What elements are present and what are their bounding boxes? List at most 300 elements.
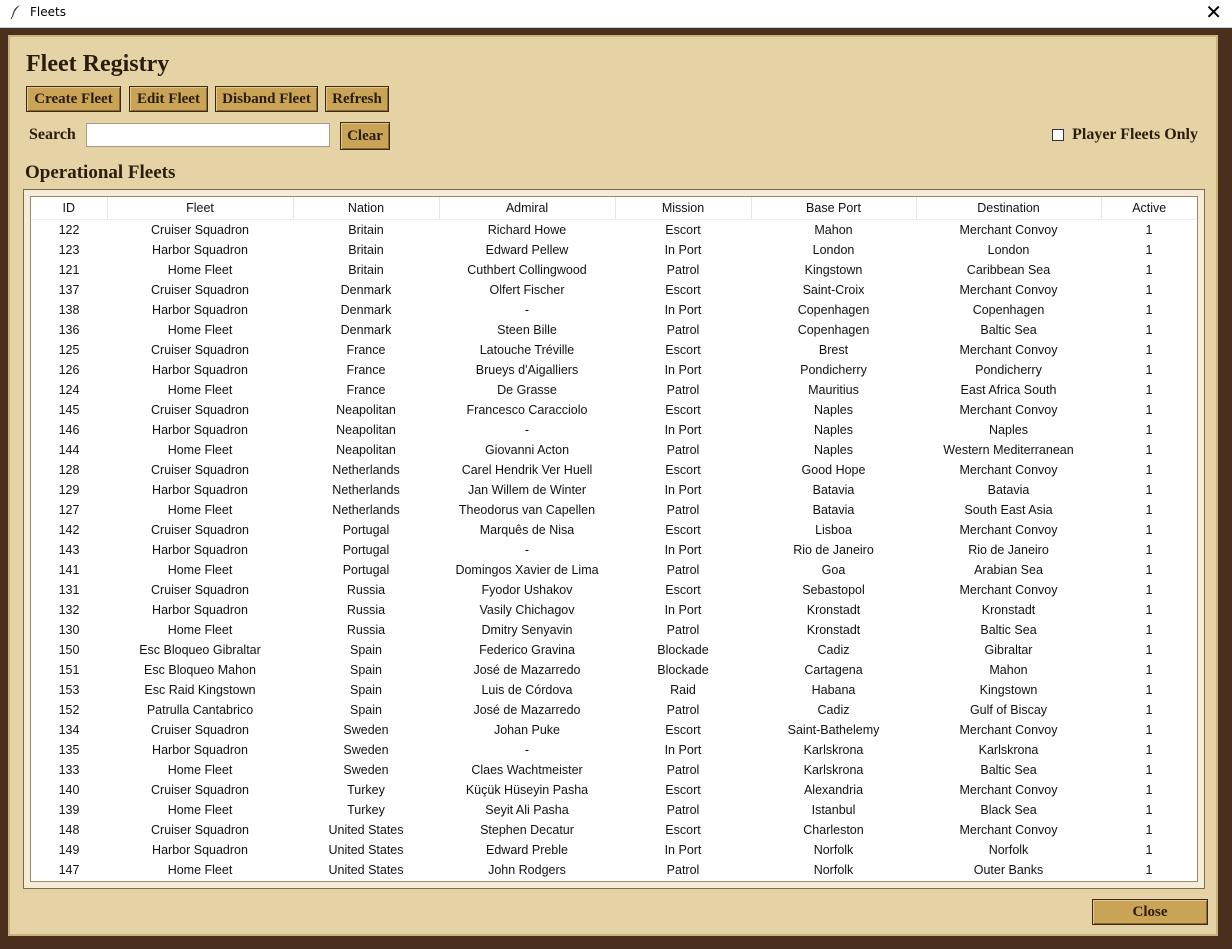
- table-cell: Patrol: [666, 803, 700, 817]
- table-row[interactable]: [31, 660, 1197, 680]
- table-cell: Patrol: [666, 563, 700, 577]
- table-cell: Cadiz: [817, 643, 850, 657]
- table-cell: Merchant Convoy: [959, 523, 1058, 537]
- table-row[interactable]: [31, 460, 1197, 480]
- table-cell: East Africa South: [960, 383, 1057, 397]
- table-cell: Sweden: [343, 723, 389, 737]
- table-cell: Merchant Convoy: [959, 783, 1058, 797]
- table-cell: Naples: [814, 443, 853, 457]
- search-input[interactable]: [86, 123, 330, 147]
- table-cell: In Port: [664, 303, 702, 317]
- table-row[interactable]: [31, 620, 1197, 640]
- table-cell: Norfolk: [988, 843, 1029, 857]
- fleets-dialog: [8, 35, 1218, 936]
- table-cell: 139: [58, 803, 80, 817]
- table-cell: Spain: [350, 663, 382, 677]
- table-row[interactable]: [31, 560, 1197, 580]
- table-cell: Neapolitan: [336, 423, 396, 437]
- table-cell: 1: [1145, 343, 1153, 357]
- table-cell: Brest: [818, 343, 849, 357]
- table-cell: Brueys d'Aigalliers: [475, 363, 579, 377]
- table-row[interactable]: [31, 400, 1197, 420]
- table-cell: Britain: [348, 223, 384, 237]
- table-cell: 1: [1145, 703, 1153, 717]
- table-cell: De Grasse: [497, 383, 557, 397]
- table-cell: France: [346, 383, 386, 397]
- table-cell: Sweden: [343, 743, 389, 757]
- table-cell: Istanbul: [811, 803, 856, 817]
- table-cell: Merchant Convoy: [959, 723, 1058, 737]
- table-cell: Blockade: [657, 643, 709, 657]
- table-cell: Escort: [665, 523, 701, 537]
- table-cell: 1: [1145, 603, 1153, 617]
- create-fleet-button[interactable]: Create Fleet: [26, 86, 121, 112]
- table-cell: Mahon: [989, 663, 1028, 677]
- table-cell: In Port: [664, 483, 702, 497]
- table-cell: 126: [58, 363, 80, 377]
- table-cell: Seyit Ali Pasha: [485, 803, 569, 817]
- window-close-icon[interactable]: ✕: [1205, 0, 1222, 24]
- table-cell: Cruiser Squadron: [151, 223, 249, 237]
- table-cell: Patrol: [666, 863, 700, 877]
- table-cell: 133: [58, 763, 80, 777]
- window-title: Fleets: [30, 5, 66, 19]
- table-cell: Claes Wachtmeister: [471, 763, 583, 777]
- table-cell: 1: [1145, 223, 1153, 237]
- table-cell: Patrol: [666, 623, 700, 637]
- table-cell: Escort: [665, 463, 701, 477]
- table-cell: Home Fleet: [167, 803, 233, 817]
- table-cell: 137: [58, 283, 80, 297]
- table-cell: Gibraltar: [984, 643, 1033, 657]
- table-cell: Escort: [665, 783, 701, 797]
- table-cell: Home Fleet: [167, 623, 233, 637]
- table-cell: 124: [58, 383, 80, 397]
- table-cell: Russia: [346, 583, 386, 597]
- table-cell: Olfert Fischer: [489, 283, 565, 297]
- table-cell: Britain: [348, 263, 384, 277]
- table-cell: Raid: [670, 683, 696, 697]
- table-cell: Neapolitan: [336, 403, 396, 417]
- table-cell: Federico Gravina: [479, 643, 575, 657]
- table-cell: Escort: [665, 223, 701, 237]
- table-cell: Cadiz: [817, 703, 850, 717]
- table-cell: Cruiser Squadron: [151, 723, 249, 737]
- table-cell: London: [987, 243, 1030, 257]
- table-cell: Mahon: [814, 223, 853, 237]
- table-cell: Rio de Janeiro: [793, 543, 874, 557]
- table-cell: Cruiser Squadron: [151, 463, 249, 477]
- table-cell: In Port: [664, 243, 702, 257]
- table-row[interactable]: [31, 700, 1197, 720]
- table-cell: 121: [58, 263, 80, 277]
- table-row[interactable]: [31, 340, 1197, 360]
- table-cell: Netherlands: [332, 483, 400, 497]
- table-cell: United States: [328, 823, 404, 837]
- table-cell: 138: [58, 303, 80, 317]
- disband-fleet-button[interactable]: Disband Fleet: [215, 86, 318, 112]
- column-header-nation[interactable]: Nation: [293, 197, 439, 220]
- table-cell: Arabian Sea: [974, 563, 1043, 577]
- column-header-base-port[interactable]: Base Port: [751, 197, 916, 220]
- table-cell: Dmitry Senyavin: [481, 623, 573, 637]
- table-cell: Steen Bille: [497, 323, 557, 337]
- table-cell: 129: [58, 483, 80, 497]
- table-cell: Kronstadt: [806, 603, 861, 617]
- table-cell: 134: [58, 723, 80, 737]
- table-cell: Patrol: [666, 383, 700, 397]
- table-cell: Alexandria: [803, 783, 864, 797]
- table-cell: Harbor Squadron: [152, 543, 248, 557]
- table-cell: Cuthbert Collingwood: [467, 263, 587, 277]
- table-cell: Baltic Sea: [980, 763, 1037, 777]
- table-cell: 1: [1145, 483, 1153, 497]
- window-titlebar: [0, 0, 1232, 28]
- table-cell: Kingstown: [804, 263, 863, 277]
- table-cell: Baltic Sea: [980, 623, 1037, 637]
- table-cell: Edward Pellew: [485, 243, 569, 257]
- table-cell: Denmark: [340, 303, 392, 317]
- table-cell: In Port: [664, 423, 702, 437]
- table-cell: London: [812, 243, 855, 257]
- table-body: [31, 220, 1197, 881]
- table-cell: Western Mediterranean: [943, 443, 1074, 457]
- table-cell: 1: [1145, 723, 1153, 737]
- table-cell: Spain: [350, 683, 382, 697]
- table-cell: Goa: [821, 563, 846, 577]
- table-cell: 148: [58, 823, 80, 837]
- table-cell: Merchant Convoy: [959, 283, 1058, 297]
- table-cell: 150: [58, 643, 80, 657]
- table-cell: Escort: [665, 283, 701, 297]
- table-cell: Escort: [665, 583, 701, 597]
- table-cell: Merchant Convoy: [959, 403, 1058, 417]
- column-header-active[interactable]: Active: [1101, 197, 1197, 220]
- table-cell: 1: [1145, 383, 1153, 397]
- table-row[interactable]: [31, 480, 1197, 500]
- table-cell: Escort: [665, 723, 701, 737]
- table-cell: Copenhagen: [797, 303, 870, 317]
- table-row[interactable]: [31, 380, 1197, 400]
- table-cell: In Port: [664, 743, 702, 757]
- table-cell: 131: [58, 583, 80, 597]
- table-cell: Cruiser Squadron: [151, 583, 249, 597]
- table-row[interactable]: [31, 740, 1197, 760]
- fleets-table-viewport[interactable]: [30, 196, 1198, 882]
- player-fleets-only-toggle[interactable]: [1052, 126, 1198, 144]
- table-cell: Norfolk: [813, 843, 854, 857]
- table-cell: Cruiser Squadron: [151, 523, 249, 537]
- table-cell: 1: [1145, 443, 1153, 457]
- table-cell: 127: [58, 503, 80, 517]
- table-cell: John Rodgers: [488, 863, 566, 877]
- table-cell: 141: [58, 563, 80, 577]
- table-cell: Küçük Hüseyin Pasha: [465, 783, 589, 797]
- table-cell: Theodorus van Capellen: [458, 503, 596, 517]
- table-cell: Kronstadt: [981, 603, 1036, 617]
- table-cell: 1: [1145, 523, 1153, 537]
- table-cell: 1: [1145, 623, 1153, 637]
- table-cell: Escort: [665, 343, 701, 357]
- table-row[interactable]: [31, 820, 1197, 840]
- table-cell: 1: [1145, 543, 1153, 557]
- table-cell: 1: [1145, 503, 1153, 517]
- table-cell: Marquês de Nisa: [479, 523, 575, 537]
- table-cell: Cartagena: [804, 663, 863, 677]
- table-cell: Russia: [346, 603, 386, 617]
- column-header-id[interactable]: ID: [31, 197, 107, 220]
- table-cell: Home Fleet: [167, 763, 233, 777]
- table-cell: France: [346, 363, 386, 377]
- table-cell: Home Fleet: [167, 443, 233, 457]
- table-cell: Turkey: [347, 783, 385, 797]
- table-row[interactable]: [31, 420, 1197, 440]
- table-cell: Esc Bloqueo Gibraltar: [139, 643, 261, 657]
- fleets-table-frame: [23, 189, 1205, 889]
- table-cell: Giovanni Acton: [484, 443, 570, 457]
- table-cell: 1: [1145, 283, 1153, 297]
- table-row[interactable]: [31, 800, 1197, 820]
- table-row[interactable]: [31, 780, 1197, 800]
- table-cell: 1: [1145, 823, 1153, 837]
- table-cell: Pondicherry: [800, 363, 867, 377]
- table-cell: Turkey: [347, 803, 385, 817]
- table-cell: Portugal: [342, 563, 390, 577]
- table-cell: 1: [1145, 843, 1153, 857]
- table-cell: Vasily Chichagov: [479, 603, 575, 617]
- table-cell: Merchant Convoy: [959, 583, 1058, 597]
- table-row[interactable]: [31, 760, 1197, 780]
- table-cell: Spain: [350, 703, 382, 717]
- table-cell: Latouche Tréville: [479, 343, 575, 357]
- table-cell: Copenhagen: [972, 303, 1045, 317]
- table-cell: Merchant Convoy: [959, 823, 1058, 837]
- table-cell: Harbor Squadron: [152, 483, 248, 497]
- table-cell: Home Fleet: [167, 503, 233, 517]
- table-cell: Habana: [811, 683, 856, 697]
- table-cell: Batavia: [812, 483, 855, 497]
- table-cell: Sweden: [343, 763, 389, 777]
- table-cell: Blockade: [657, 663, 709, 677]
- table-cell: Batavia: [812, 503, 855, 517]
- table-cell: Merchant Convoy: [959, 463, 1058, 477]
- table-cell: Spain: [350, 643, 382, 657]
- table-cell: 1: [1145, 803, 1153, 817]
- table-cell: 1: [1145, 583, 1153, 597]
- table-cell: Karlskrona: [803, 743, 864, 757]
- table-cell: Black Sea: [980, 803, 1037, 817]
- table-cell: Harbor Squadron: [152, 843, 248, 857]
- table-cell: 152: [58, 703, 80, 717]
- table-cell: 140: [58, 783, 80, 797]
- feather-icon: [9, 4, 23, 20]
- table-row[interactable]: [31, 300, 1197, 320]
- table-cell: Harbor Squadron: [152, 743, 248, 757]
- table-cell: United States: [328, 863, 404, 877]
- table-cell: Esc Raid Kingstown: [144, 683, 256, 697]
- table-cell: Patrulla Cantabrico: [146, 703, 254, 717]
- player-fleets-only-checkbox[interactable]: [1052, 129, 1064, 141]
- clear-button[interactable]: Clear: [340, 122, 390, 150]
- edit-fleet-button[interactable]: Edit Fleet: [129, 86, 208, 112]
- table-cell: Domingos Xavier de Lima: [455, 563, 599, 577]
- table-cell: Denmark: [340, 323, 392, 337]
- table-cell: Stephen Decatur: [480, 823, 574, 837]
- table-cell: Karlskrona: [803, 763, 864, 777]
- table-row[interactable]: [31, 220, 1197, 241]
- table-cell: Lisboa: [815, 523, 852, 537]
- table-cell: Harbor Squadron: [152, 363, 248, 377]
- table-cell: Naples: [814, 423, 853, 437]
- table-cell: Patrol: [666, 503, 700, 517]
- table-cell: 125: [58, 343, 80, 357]
- table-cell: 123: [58, 243, 80, 257]
- table-cell: South East Asia: [964, 503, 1053, 517]
- table-cell: 122: [58, 223, 80, 237]
- table-cell: 1: [1145, 743, 1153, 757]
- table-cell: Cruiser Squadron: [151, 343, 249, 357]
- table-cell: 1: [1145, 363, 1153, 377]
- table-cell: Jan Willem de Winter: [467, 483, 587, 497]
- table-cell: Kingstown: [979, 683, 1038, 697]
- table-cell: Francesco Caracciolo: [466, 403, 588, 417]
- table-row[interactable]: [31, 240, 1197, 260]
- table-row[interactable]: [31, 840, 1197, 860]
- table-cell: Patrol: [666, 703, 700, 717]
- table-cell: 1: [1145, 863, 1153, 877]
- table-cell: Caribbean Sea: [966, 263, 1051, 277]
- table-cell: 135: [58, 743, 80, 757]
- table-row[interactable]: [31, 860, 1197, 880]
- table-cell: Norfolk: [813, 863, 854, 877]
- table-cell: -: [524, 743, 530, 757]
- table-row[interactable]: [31, 600, 1197, 620]
- table-cell: Richard Howe: [487, 223, 567, 237]
- table-cell: Harbor Squadron: [152, 303, 248, 317]
- table-cell: Patrol: [666, 443, 700, 457]
- table-row[interactable]: [31, 540, 1197, 560]
- table-cell: Naples: [814, 403, 853, 417]
- table-cell: 147: [58, 863, 80, 877]
- column-header-admiral[interactable]: Admiral: [439, 197, 615, 220]
- table-row[interactable]: [31, 500, 1197, 520]
- table-cell: 143: [58, 543, 80, 557]
- table-cell: Charleston: [803, 823, 864, 837]
- table-cell: Baltic Sea: [980, 323, 1037, 337]
- table-row[interactable]: [31, 360, 1197, 380]
- table-cell: Neapolitan: [336, 443, 396, 457]
- table-cell: Sebastopol: [802, 583, 865, 597]
- table-cell: In Port: [664, 843, 702, 857]
- table-cell: Harbor Squadron: [152, 423, 248, 437]
- table-row[interactable]: [31, 680, 1197, 700]
- table-cell: Patrol: [666, 763, 700, 777]
- table-cell: Netherlands: [332, 463, 400, 477]
- table-cell: Harbor Squadron: [152, 243, 248, 257]
- table-cell: 1: [1145, 783, 1153, 797]
- table-cell: Netherlands: [332, 503, 400, 517]
- table-cell: 146: [58, 423, 80, 437]
- table-cell: José de Mazarredo: [473, 703, 581, 717]
- table-row[interactable]: [31, 640, 1197, 660]
- table-cell: Cruiser Squadron: [151, 283, 249, 297]
- section-title: Operational Fleets: [25, 162, 176, 183]
- table-row[interactable]: [31, 720, 1197, 740]
- table-cell: 149: [58, 843, 80, 857]
- table-row[interactable]: [31, 320, 1197, 340]
- table-cell: Portugal: [342, 523, 390, 537]
- column-header-destination[interactable]: Destination: [916, 197, 1101, 220]
- table-cell: 1: [1145, 243, 1153, 257]
- table-row[interactable]: [31, 440, 1197, 460]
- table-cell: Home Fleet: [167, 563, 233, 577]
- table-cell: Patrol: [666, 263, 700, 277]
- table-cell: Harbor Squadron: [152, 603, 248, 617]
- table-cell: 1: [1145, 563, 1153, 577]
- table-cell: -: [524, 423, 530, 437]
- table-cell: Home Fleet: [167, 263, 233, 277]
- table-cell: -: [524, 543, 530, 557]
- table-row[interactable]: [31, 580, 1197, 600]
- table-cell: 128: [58, 463, 80, 477]
- close-button[interactable]: Close: [1092, 899, 1208, 925]
- table-cell: Naples: [989, 423, 1028, 437]
- table-cell: Home Fleet: [167, 323, 233, 337]
- table-cell: 1: [1145, 263, 1153, 277]
- table-row[interactable]: [31, 260, 1197, 280]
- table-cell: Copenhagen: [797, 323, 870, 337]
- table-cell: Luis de Córdova: [481, 683, 573, 697]
- table-cell: Patrol: [666, 323, 700, 337]
- column-header-fleet[interactable]: Fleet: [107, 197, 293, 220]
- table-cell: Good Hope: [801, 463, 866, 477]
- table-cell: Batavia: [987, 483, 1030, 497]
- table-cell: Outer Banks: [973, 863, 1044, 877]
- column-header-mission[interactable]: Mission: [615, 197, 751, 220]
- page-title: Fleet Registry: [26, 51, 170, 77]
- table-cell: 151: [58, 663, 80, 677]
- table-cell: 132: [58, 603, 80, 617]
- table-cell: Home Fleet: [167, 863, 233, 877]
- table-cell: -: [524, 303, 530, 317]
- table-cell: Gulf of Biscay: [969, 703, 1048, 717]
- table-cell: In Port: [664, 543, 702, 557]
- table-cell: In Port: [664, 363, 702, 377]
- table-cell: 1: [1145, 463, 1153, 477]
- refresh-button[interactable]: Refresh: [325, 86, 389, 112]
- table-header-row: [31, 197, 1197, 220]
- table-cell: José de Mazarredo: [473, 663, 581, 677]
- table-cell: Johan Puke: [493, 723, 561, 737]
- table-cell: Cruiser Squadron: [151, 823, 249, 837]
- table-cell: France: [346, 343, 386, 357]
- table-row[interactable]: [31, 520, 1197, 540]
- table-cell: Carel Hendrik Ver Huell: [461, 463, 593, 477]
- table-cell: Saint-Croix: [802, 283, 865, 297]
- table-cell: 1: [1145, 403, 1153, 417]
- table-row[interactable]: [31, 280, 1197, 300]
- table-cell: Cruiser Squadron: [151, 783, 249, 797]
- search-label: Search: [29, 126, 76, 143]
- fleets-table: [31, 197, 1197, 880]
- table-cell: Escort: [665, 403, 701, 417]
- player-fleets-only-label: Player Fleets Only: [1072, 126, 1198, 143]
- table-cell: 1: [1145, 683, 1153, 697]
- table-cell: 145: [58, 403, 80, 417]
- table-cell: 1: [1145, 663, 1153, 677]
- table-cell: 153: [58, 683, 80, 697]
- table-cell: Cruiser Squadron: [151, 403, 249, 417]
